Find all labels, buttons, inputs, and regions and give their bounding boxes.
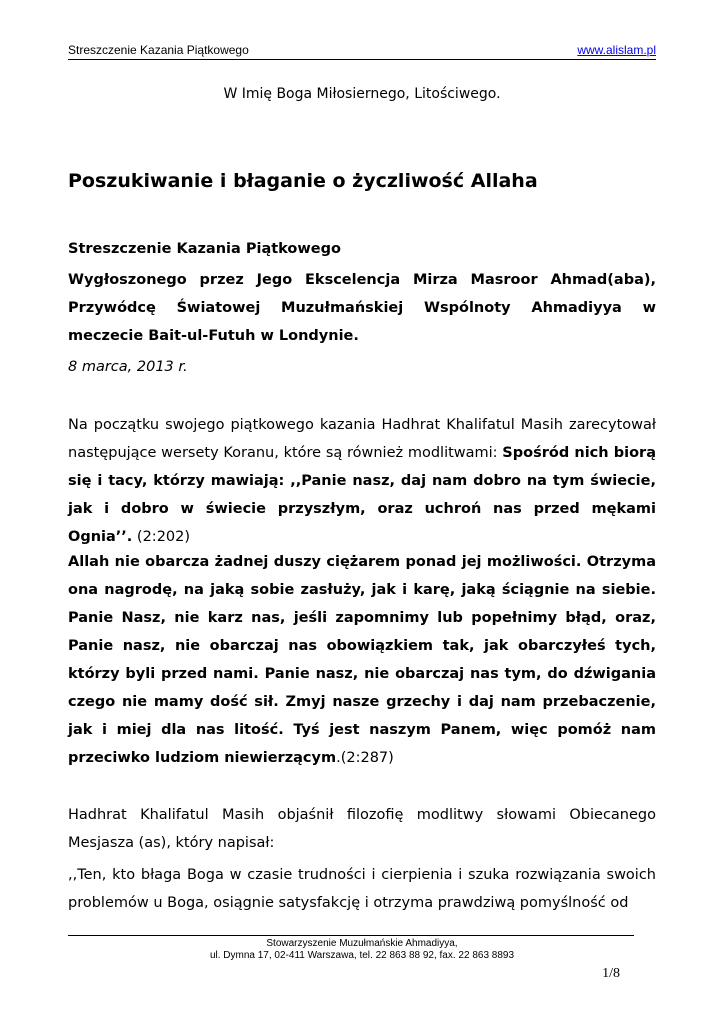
sermon-date: 8 marca, 2013 r.	[68, 359, 188, 375]
footer	[68, 938, 656, 962]
intro-text: Na początku swojego piątkowego kazania Hadhrat Khalifatul Masih zarecytował następujące wersety Koranu, które są również modlitwami:	[68, 417, 656, 461]
document-title: Poszukiwanie i błaganie o życzliwość Allaha	[68, 170, 538, 192]
document-subtitle: Streszczenie Kazania Piątkowego	[68, 241, 341, 257]
quote-paragraph: ,,Ten, kto błaga Boga w czasie trudności i cierpienia i szuka rozwiązania swoich problemów u Boga, osiągnie satysfakcję i otrzyma prawdziwą pomyślność od	[68, 867, 656, 911]
verse-text: Allah nie obarcza żadnej duszy ciężarem ponad jej możliwości. Otrzyma ona nagrodę, na jaką sobie zasłuży, jak i karę, jaką ściągnie na siebie. Panie Nasz, nie karz nas, jeśli zapomnimy lub popełnimy błąd, oraz, Panie nasz, nie obarczaj nas obowiązkiem tak, jak obarczyłeś tych, którzy byli przed nami. Panie nasz, nie obarczaj nas tym, do dźwigania czego nie mamy dość sił. Zmyj nasze grzechy i daj nam przebaczenie, jak i miej dla nas litość. Tyś jest naszym Panem, więc pomóż nam przeciwko ludziom niewierzącym	[68, 554, 656, 766]
verse-paragraph	[68, 548, 656, 772]
sermon-attribution: Wygłoszonego przez Jego Ekscelencja Mirza Masroor Ahmad(aba), Przywódcę Światowej Muzułmańskiej Wspólnoty Ahmadiyya w meczecie Bait-ul-Futuh w Londynie.	[68, 272, 656, 344]
header-link[interactable]: www.alislam.pl	[577, 43, 656, 57]
header-title: Streszczenie Kazania Piątkowego	[68, 43, 249, 57]
bismillah: W Imię Boga Miłosiernego, Litościwego.	[223, 86, 501, 102]
intro-verse: Spośród nich biorą się i tacy, którzy mawiają: ,,Panie nasz, daj nam dobro na tym świecie, jak i dobro w świecie przyszłym, oraz uchroń nas przed mękami Ognia’’.	[68, 445, 656, 545]
footer-line-1: Stowarzyszenie Muzułmańskie Ahmadiyya,	[266, 938, 458, 949]
header-rule	[68, 59, 656, 60]
intro-paragraph	[68, 411, 656, 551]
footer-rule	[68, 935, 634, 936]
page-number: 1/8	[602, 966, 620, 981]
explanation-paragraph: Hadhrat Khalifatul Masih objaśnił filozofię modlitwy słowami Obiecanego Mesjasza (as), który napisał:	[68, 807, 656, 851]
intro-verse-ref: (2:202)	[132, 529, 191, 545]
footer-line-2: ul. Dymna 17, 02-411 Warszawa, tel. 22 863 88 92, fax. 22 863 8893	[209, 950, 515, 961]
verse-ref: .(2:287)	[336, 750, 394, 766]
